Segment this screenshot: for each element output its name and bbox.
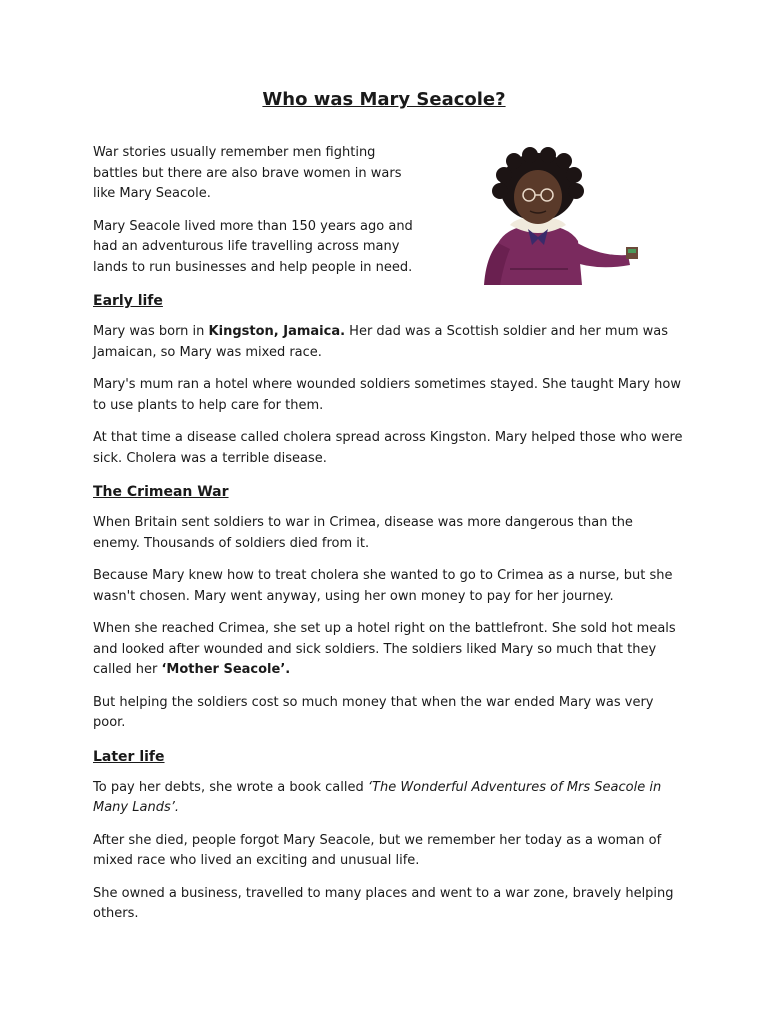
heading-early-life: Early life: [93, 293, 163, 309]
cup-icon: [626, 247, 638, 259]
crimean-war-paragraph-4: But helping the soldiers cost so much money that when the war ended Mary was very poor.: [93, 694, 654, 730]
main-content: [93, 290, 683, 937]
mother-seacole-bold: ‘Mother Seacole’.: [161, 662, 291, 677]
intro-section: [93, 143, 423, 290]
heading-crimean-war: The Crimean War: [93, 484, 229, 500]
crimean-war-paragraph-2: Because Mary knew how to treat cholera she wanted to go to Crimea as a nurse, but she wasn't chosen. Mary went anyway, using her own money to pay for her journey.: [93, 568, 673, 604]
early-life-paragraph-1: [93, 322, 683, 363]
later-life-paragraph-3: She owned a business, travelled to many places and went to a war zone, bravely helping others.: [93, 885, 674, 921]
later-life-p1-text: To pay her debts, she wrote a book called: [93, 779, 368, 795]
book-title-italic: ‘The Wonderful Adventures of Mrs Seacole in Many Lands’.: [93, 779, 662, 815]
early-life-p1-text-a: Mary was born in: [93, 324, 209, 339]
crimean-war-paragraph-3: [93, 619, 683, 681]
intro-paragraph-2: Mary Seacole lived more than 150 years ago and had an adventurous life travelling across many lands to run businesses and help people in need.: [93, 218, 413, 275]
crimean-war-p3-text: When she reached Crimea, she set up a hotel right on the battlefront. She sold hot meals and looked after wounded and sick soldiers. The soldiers liked Mary so much that they called her: [93, 621, 676, 677]
heading-later-life: Later life: [93, 748, 165, 765]
birthplace-bold: Kingston, Jamaica.: [208, 324, 346, 339]
early-life-paragraph-2: Mary's mum ran a hotel where wounded soldiers sometimes stayed. She taught Mary how to use plants to help care for them.: [93, 377, 681, 413]
later-life-paragraph-2: After she died, people forgot Mary Seacole, but we remember her today as a woman of mixed race who lived an exciting and unusual life.: [93, 832, 662, 868]
early-life-paragraph-3: At that time a disease called cholera spread across Kingston. Mary helped those who were sick. Cholera was a terrible disease.: [93, 430, 683, 466]
crimean-war-paragraph-1: When Britain sent soldiers to war in Crimea, disease was more dangerous than the enemy. Thousands of soldiers died from it.: [93, 515, 633, 551]
early-life-p1-text-b: Her dad was a Scottish soldier and her mum was Jamaican, so Mary was mixed race.: [93, 324, 668, 360]
intro-paragraph-1: War stories usually remember men fighting battles but there are also brave women in wars like Mary Seacole.: [93, 145, 402, 201]
later-life-paragraph-1: [93, 778, 683, 819]
mary-seacole-illustration: [470, 145, 650, 285]
page-title: Who was Mary Seacole?: [262, 89, 506, 110]
